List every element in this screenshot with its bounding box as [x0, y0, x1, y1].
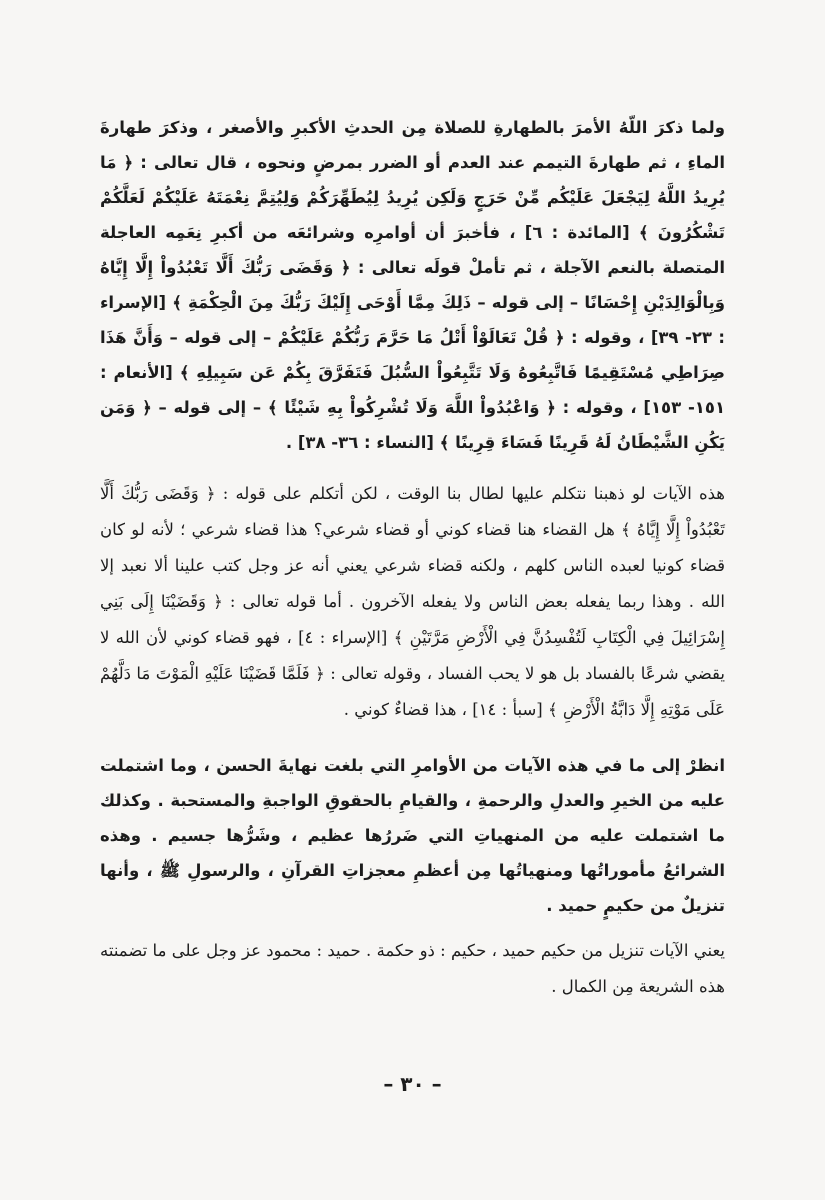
paragraph-commentary: هذه الآيات لو ذهبنا نتكلم عليها لطال بنا الوقت ، لكن أتكلم على قوله : ﴿ وَقَضَى رَبُّكَ أَلَّا تَعْبُدُواْ إِلَّا إِيَّاهُ ﴾ هل القضاء هنا قضاء كوني أو قضاء شرعي؟ هذا قضاء شرعي ؛ لأنه لو كان قضاء كونيا لعبده الناس كلهم ، ولكنه قضاء شرعي يعني أنه عز وجل كتب علينا ألا نعبد إلا الله . وهذا ربما يفعله بعض الناس ولا يفعله الآخرون . أما قوله تعالى : ﴿ وَقَضَيْنَا إِلَى بَنِي إِسْرَائِيلَ فِي الْكِتَابِ لَتُفْسِدُنَّ فِي الْأَرْضِ مَرَّتَيْنِ ﴾ [الإسراء : ٤] ، فهو قضاء كوني لأن الله لا يقضي شرعًا بالفساد بل هو لا يحب الفساد ، وقوله تعالى : ﴿ فَلَمَّا قَضَيْنَا عَلَيْهِ الْمَوْتَ مَا دَلَّهُمْ عَلَى مَوْتِهِ إِلَّا دَابَّةُ الْأَرْضِ ﴾ [سبأ : ١٤] ، هذا قضاءٌ كوني . — [100, 484, 725, 719]
paragraph-conclusion: انظرْ إلى ما في هذه الآيات من الأوامرِ التي بلغت نهايةَ الحسن ، وما اشتملت عليه من الخيرِ والعدلِ والرحمةِ ، والقيامِ بالحقوقِ الواجبةِ والمستحبة . وكذلك ما اشتملت عليه من المنهياتِ التي ضَررُها عظيم ، وشَرُّها جسيم . وهذه الشرائعُ مأموراتُها ومنهياتُها مِن أعظمِ معجزاتِ القرآنِ ، والرسولِ ﷺ ، وأنها تنزيلٌ من حكيمٍ حميد . — [100, 756, 725, 915]
paragraph-intro: ولما ذكرَ اللّهُ الأمرَ بالطهارةِ للصلاة مِن الحدثِ الأكبرِ والأصغر ، وذكرَ طهارةَ الماءِ ، ثم طهارةَ التيمم عند العدم أو الضرر بمرضٍ ونحوه ، قال تعالى : ﴿ مَا يُرِيدُ اللَّهُ لِيَجْعَلَ عَلَيْكُم مِّنْ حَرَجٍ وَلَكِن يُرِيدُ لِيُطَهِّرَكُمْ وَلِيُتِمَّ نِعْمَتَهُ عَلَيْكُمْ لَعَلَّكُمْ تَشْكُرُونَ ﴾ [المائدة : ٦] ، فأخبرَ أن أوامرِه وشرائعَه من أكبرِ نِعَمِه العاجلة المتصلة بالنعم الآجلة ، ثم تأملْ قولَه تعالى : ﴿ وَقَضَى رَبُّكَ أَلَّا تَعْبُدُواْ إِلَّا إِيَّاهُ وَبِالْوَالِدَيْنِ إِحْسَانًا – إلى قوله – ذَلِكَ مِمَّا أَوْحَى إِلَيْكَ رَبُّكَ مِنَ الْحِكْمَةِ ﴾ [الإسراء : ٢٣- ٣٩] ، وقوله : ﴿ قُلْ تَعَالَوْاْ أَتْلُ مَا حَرَّمَ رَبُّكُمْ عَلَيْكُمْ – إلى قوله – وَأَنَّ هَذَا صِرَاطِي مُسْتَقِيمًا فَاتَّبِعُوهُ وَلَا تَتَّبِعُواْ السُّبُلَ فَتَفَرَّقَ بِكُمْ عَن سَبِيلِهِ ﴾ [الأنعام : ١٥١- ١٥٣] ، وقوله : ﴿ وَاعْبُدُواْ اللَّهَ وَلَا تُشْرِكُواْ بِهِ شَيْئًا ﴾ – إلى قوله – ﴿ وَمَن يَكُنِ الشَّيْطَانُ لَهُ قَرِينًا فَسَاءَ قِرِينًا ﴾ [النساء : ٣٦- ٣٨] . — [100, 118, 726, 452]
page-number: – ٣٠ – — [383, 1072, 442, 1096]
paragraph-explanation: يعني الآيات تنزيل من حكيم حميد ، حكيم : ذو حكمة . حميد : محمود عز وجل على ما تضمنته هذه الشريعة مِن الكمال . — [100, 941, 725, 996]
